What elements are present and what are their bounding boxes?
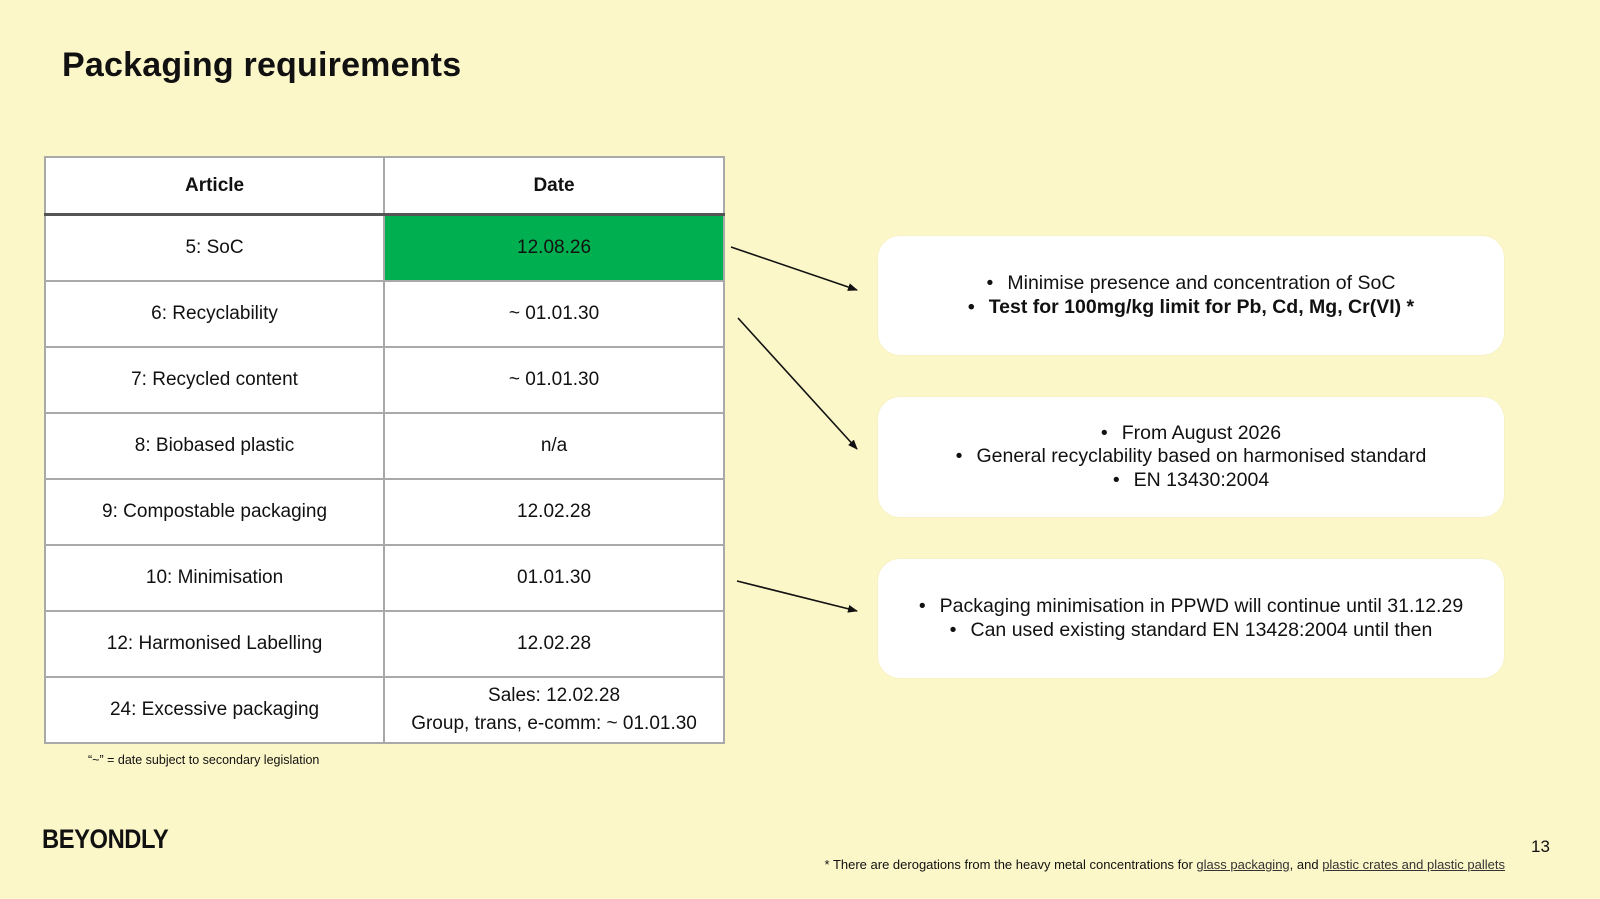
table-row (45, 677, 724, 743)
table-footnote: “~” = date subject to secondary legislation (88, 753, 320, 767)
article-cell: 6: Recyclability (45, 281, 384, 347)
slide-title: Packaging requirements (62, 46, 462, 84)
bullet-list (956, 422, 1427, 493)
minimisation-info-box (878, 559, 1504, 678)
date-line-group: Group, trans, e-comm: ~ 01.01.30 (411, 713, 697, 734)
article-cell: 24: Excessive packaging (45, 677, 384, 743)
bullet-list (919, 595, 1463, 642)
article-cell: 7: Recycled content (45, 347, 384, 413)
list-item: • Can used existing standard EN 13428:2004 until then (919, 619, 1463, 643)
table-row (45, 281, 724, 347)
column-header-date: Date (384, 157, 724, 215)
bullet-list (968, 272, 1414, 319)
article-cell: 12: Harmonised Labelling (45, 611, 384, 677)
footnote-middle: , and (1289, 857, 1323, 872)
soc-info-box (878, 236, 1504, 355)
table-row (45, 413, 724, 479)
table-row (45, 611, 724, 677)
date-cell-multiline (384, 677, 724, 743)
footnote-prefix: * There are derogations from the heavy metal concentrations for (824, 857, 1197, 872)
glass-packaging-link[interactable]: glass packaging (1196, 857, 1290, 872)
date-cell: 01.01.30 (384, 545, 724, 611)
date-cell: ~ 01.01.30 (384, 347, 724, 413)
date-line-sales: Sales: 12.02.28 (488, 685, 621, 706)
arrow-minimisation (737, 581, 857, 611)
derogation-footnote (825, 857, 1505, 872)
table-row (45, 545, 724, 611)
list-item: • Packaging minimisation in PPWD will continue until 31.12.29 (919, 595, 1463, 619)
arrow-recyclability (738, 318, 857, 449)
date-cell: 12.02.28 (384, 479, 724, 545)
list-item: • EN 13430:2004 (956, 469, 1427, 493)
list-item: • Minimise presence and concentration of SoC (968, 272, 1414, 296)
article-cell: 9: Compostable packaging (45, 479, 384, 545)
date-cell: ~ 01.01.30 (384, 281, 724, 347)
recyclability-info-box (878, 397, 1504, 517)
page-number: 13 (1531, 837, 1550, 856)
table-header-row (45, 157, 724, 215)
table-row (45, 479, 724, 545)
article-cell: 8: Biobased plastic (45, 413, 384, 479)
date-cell-highlighted: 12.08.26 (384, 215, 724, 282)
article-cell: 5: SoC (45, 215, 384, 282)
requirements-table (44, 156, 725, 744)
date-cell: n/a (384, 413, 724, 479)
list-item: • From August 2026 (956, 422, 1427, 446)
date-cell: 12.02.28 (384, 611, 724, 677)
beyondly-logo: BEYONDLY (42, 824, 169, 854)
table-row (45, 347, 724, 413)
plastic-crates-link[interactable]: plastic crates and plastic pallets (1322, 857, 1505, 872)
article-cell: 10: Minimisation (45, 545, 384, 611)
column-header-article: Article (45, 157, 384, 215)
table-row (45, 215, 724, 282)
list-item: • General recyclability based on harmonised standard (956, 445, 1427, 469)
list-item: • Test for 100mg/kg limit for Pb, Cd, Mg, Cr(VI) * (968, 296, 1414, 320)
arrow-soc (731, 247, 857, 290)
